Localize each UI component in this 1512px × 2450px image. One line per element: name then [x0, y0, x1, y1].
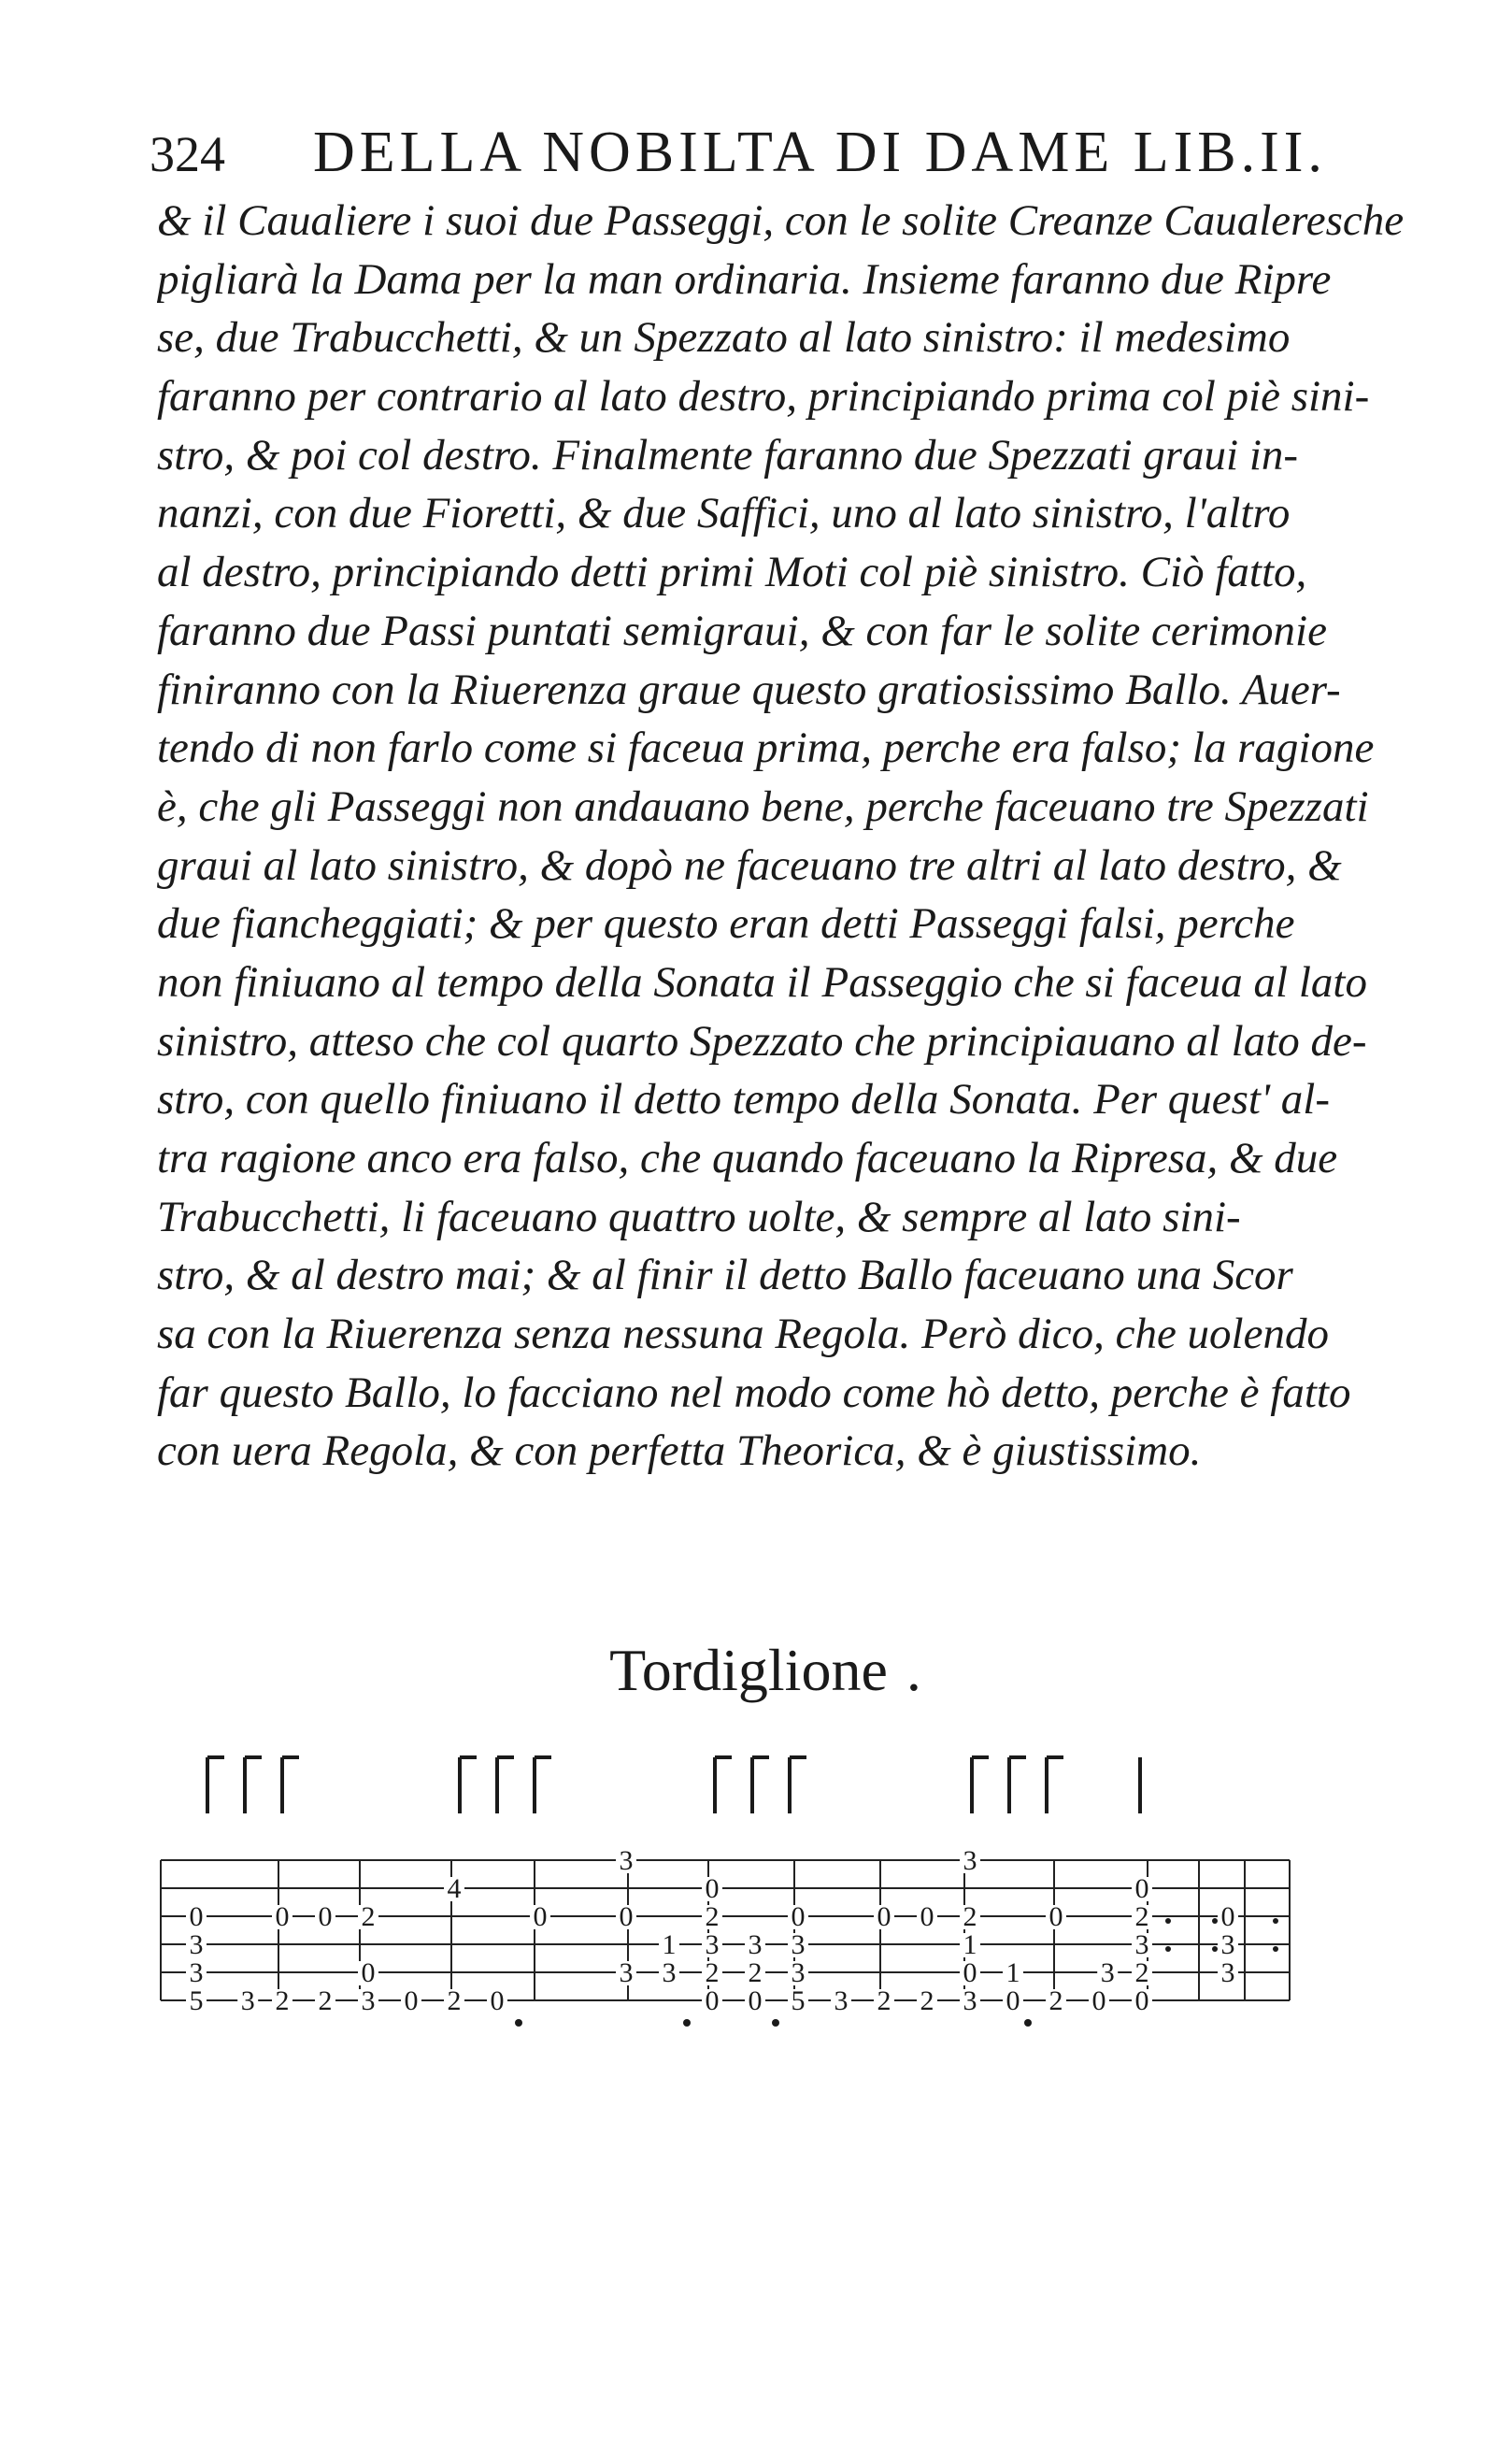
- page-number: 324: [150, 126, 225, 182]
- text-line: tra ragione anco era falso, che quando faceuano la Ripresa, & due: [157, 1134, 1338, 1182]
- tab-cell: 2: [705, 1957, 720, 1988]
- tab-cell: 3: [963, 1845, 977, 1876]
- text-line: faranno due Passi puntati semigraui, & con far le solite cerimonie: [157, 606, 1327, 655]
- tab-cell: 0: [1220, 1901, 1235, 1932]
- tab-cell: 3: [1220, 1929, 1235, 1960]
- tab-cell: 0: [490, 1985, 505, 2016]
- tab-cell: 0: [189, 1901, 204, 1932]
- text-line: stro, & al destro mai; & al finir il detto Ballo faceuano una Scor: [157, 1251, 1293, 1300]
- tab-cell: 0: [877, 1901, 892, 1932]
- tab-cell: 2: [920, 1985, 934, 2016]
- text-line: se, due Trabucchetti, & un Spezzato al lato sinistro: il medesimo: [157, 313, 1291, 363]
- text-line: tendo di non farlo come si faceua prima, perche era falso; la ragione: [157, 724, 1375, 773]
- text-line: stro, & poi col destro. Finalmente faranno due Spezzati graui in-: [157, 430, 1299, 480]
- tab-cell: 2: [361, 1901, 376, 1932]
- tab-cell: 3: [963, 1985, 977, 2016]
- tab-cell: 2: [318, 1985, 333, 2016]
- tab-cell: 3: [834, 1985, 849, 2016]
- tab-cell: 3: [619, 1845, 634, 1876]
- tab-cell: 3: [189, 1929, 204, 1960]
- tab-cell: 0: [920, 1901, 934, 1932]
- tablature-svg: [0, 1720, 1512, 2113]
- tab-cell: 0: [1048, 1901, 1063, 1932]
- tab-cell: 2: [1134, 1901, 1149, 1932]
- tab-cell: 2: [963, 1901, 977, 1932]
- text-line: faranno per contrario al lato destro, principiando prima col piè sini-: [157, 372, 1370, 422]
- text-line: al destro, principiando detti primi Moti col piè sinistro. Ciò fatto,: [157, 548, 1307, 597]
- tab-cell: 3: [189, 1957, 204, 1988]
- tab-cell: 2: [877, 1985, 892, 2016]
- text-line: stro, con quello finiuano il detto tempo della Sonata. Per quest' al-: [157, 1075, 1330, 1125]
- tablature-title: [0, 1636, 1512, 1705]
- tab-cell: 0: [748, 1985, 763, 2016]
- body-text: [157, 192, 1409, 1481]
- tab-dot: [683, 2019, 691, 2027]
- tab-cell: 5: [791, 1985, 806, 2016]
- tab-cell: 1: [662, 1929, 677, 1960]
- tab-cell: 3: [662, 1957, 677, 1988]
- tab-cell: 2: [1048, 1985, 1063, 2016]
- text-line: & il Caualiere i suoi due Passeggi, con le solite Creanze Caualeresche: [157, 196, 1405, 245]
- tab-cell: 0: [275, 1901, 290, 1932]
- tab-cell: 3: [791, 1957, 806, 1988]
- text-line: Trabucchetti, li faceuano quattro uolte, & sempre al lato sini-: [157, 1192, 1241, 1241]
- tab-cell: 0: [533, 1901, 548, 1932]
- tab-cell: 2: [748, 1957, 763, 1988]
- tab-cell: 0: [705, 1985, 720, 2016]
- tab-cell: 3: [361, 1985, 376, 2016]
- tab-cell: 2: [275, 1985, 290, 2016]
- tab-cell: 3: [705, 1929, 720, 1960]
- lute-tablature: [0, 1720, 1512, 2113]
- tab-cell: 2: [705, 1901, 720, 1932]
- text-line: pigliarà la Dama per la man ordinaria. Insieme faranno due Ripre: [157, 254, 1332, 304]
- text-line: è, che gli Passeggi non andauano bene, perche faceuano tre Spezzati: [157, 781, 1369, 831]
- tab-cell: 0: [619, 1901, 634, 1932]
- tab-cell: 3: [619, 1957, 634, 1988]
- tab-cell: 3: [1100, 1957, 1115, 1988]
- running-title: DELLA NOBILTA DI DAME LIB.II.: [313, 121, 1327, 184]
- tab-cell: 3: [1134, 1929, 1149, 1960]
- text-line: far questo Ballo, lo facciano nel modo come hò detto, perche è fatto: [157, 1368, 1351, 1417]
- repeat-dot: [1212, 1946, 1218, 1952]
- text-line: sinistro, atteso che col quarto Spezzato che principiauano al lato de-: [157, 1016, 1367, 1066]
- tab-cell: 3: [1220, 1957, 1235, 1988]
- tab-cell: 0: [1006, 1985, 1020, 2016]
- tab-cell: 0: [963, 1957, 977, 1988]
- tab-cell: 5: [189, 1985, 204, 2016]
- text-line: con uera Regola, & con perfetta Theorica, & è giustissimo.: [157, 1426, 1202, 1476]
- text-line: graui al lato sinistro, & dopò ne faceuano tre altri al lato destro, &: [157, 840, 1342, 890]
- tablature-title-text: Tordiglione: [609, 1637, 888, 1703]
- tab-dot: [772, 2019, 779, 2027]
- text-line: sa con la Riuerenza senza nessuna Regola. Però dico, che uolendo: [157, 1310, 1329, 1359]
- tab-cell: 0: [1091, 1985, 1106, 2016]
- tab-cell: 0: [1134, 1873, 1149, 1904]
- tab-cell: 2: [447, 1985, 462, 2016]
- repeat-dot: [1165, 1946, 1171, 1952]
- tab-cell: 0: [361, 1957, 376, 1988]
- tab-cell: 0: [404, 1985, 419, 2016]
- tab-cell: 1: [1006, 1957, 1020, 1988]
- text-line: non finiuano al tempo della Sonata il Passeggio che si faceua al lato: [157, 957, 1367, 1007]
- tab-cell: 0: [318, 1901, 333, 1932]
- tab-cell: 0: [705, 1873, 720, 1904]
- repeat-dot: [1273, 1918, 1278, 1924]
- tablature-title-suffix: .: [906, 1637, 921, 1703]
- repeat-dot: [1273, 1946, 1278, 1952]
- text-line: due fiancheggiati; & per questo eran detti Passeggi falsi, perche: [157, 899, 1295, 949]
- tab-cell: 2: [1134, 1957, 1149, 1988]
- tab-cell: 4: [447, 1873, 462, 1904]
- tab-cell: 0: [791, 1901, 806, 1932]
- tab-dot: [515, 2019, 522, 2027]
- tab-cell: 0: [1134, 1985, 1149, 2016]
- repeat-dot: [1212, 1918, 1218, 1924]
- tab-dot: [1024, 2019, 1032, 2027]
- tab-cell: 1: [963, 1929, 977, 1960]
- tab-cell: 3: [791, 1929, 806, 1960]
- repeat-dot: [1165, 1918, 1171, 1924]
- text-line: finiranno con la Riuerenza graue questo gratiosissimo Ballo. Auer-: [157, 665, 1341, 714]
- tab-cell: 3: [240, 1985, 255, 2016]
- text-line: nanzi, con due Fioretti, & due Saffici, uno al lato sinistro, l'altro: [157, 489, 1291, 538]
- tab-cell: 3: [748, 1929, 763, 1960]
